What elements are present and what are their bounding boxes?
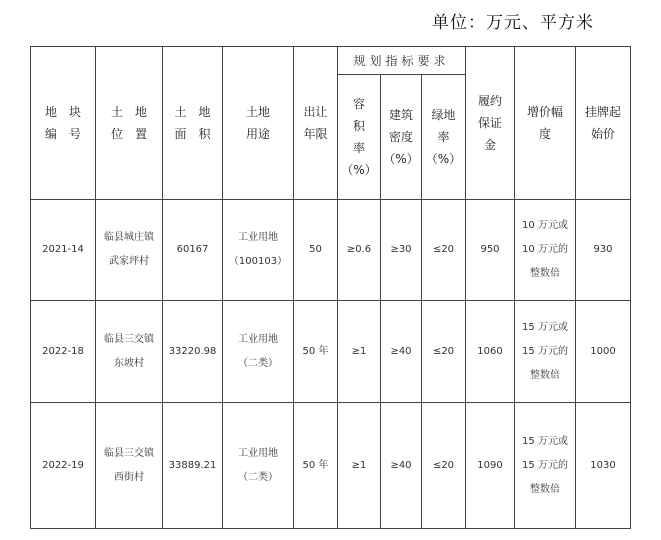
header-far: 容 积 率 （%）: [338, 75, 381, 200]
header-start-price: 挂牌起 始价: [576, 47, 631, 200]
cell-area: 33889.21: [163, 403, 223, 529]
cell-use: 工业用地 （二类）: [223, 301, 294, 403]
cell-green: ≤20: [422, 200, 466, 301]
cell-density: ≥30: [381, 200, 422, 301]
cell-term: 50 年: [294, 403, 338, 529]
cell-term: 50 年: [294, 301, 338, 403]
cell-increment: 10 万元或 10 万元的 整数倍: [515, 200, 576, 301]
cell-start-price: 1000: [576, 301, 631, 403]
table-row: [31, 403, 631, 529]
cell-location: 临县城庄镇 武家坪村: [96, 200, 163, 301]
header-green: 绿地 率 （%）: [422, 75, 466, 200]
cell-area: 33220.98: [163, 301, 223, 403]
cell-deposit: 1060: [466, 301, 515, 403]
cell-green: ≤20: [422, 301, 466, 403]
cell-location: 临县三交镇 东坡村: [96, 301, 163, 403]
header-location: 土 地 位 置: [96, 47, 163, 200]
header-planning: 规划指标要求: [338, 47, 466, 75]
cell-start-price: 930: [576, 200, 631, 301]
cell-deposit: 950: [466, 200, 515, 301]
cell-far: ≥0.6: [338, 200, 381, 301]
header-use: 土地 用途: [223, 47, 294, 200]
cell-plot-no: 2021-14: [31, 200, 96, 301]
header-plot-no: 地 块 编 号: [31, 47, 96, 200]
cell-far: ≥1: [338, 301, 381, 403]
table-row: [31, 200, 631, 301]
land-table: [30, 46, 631, 529]
cell-plot-no: 2022-19: [31, 403, 96, 529]
cell-area: 60167: [163, 200, 223, 301]
table-row: [31, 301, 631, 403]
cell-increment: 15 万元或 15 万元的 整数倍: [515, 301, 576, 403]
cell-deposit: 1090: [466, 403, 515, 529]
cell-increment: 15 万元或 15 万元的 整数倍: [515, 403, 576, 529]
cell-green: ≤20: [422, 403, 466, 529]
cell-density: ≥40: [381, 301, 422, 403]
cell-start-price: 1030: [576, 403, 631, 529]
cell-plot-no: 2022-18: [31, 301, 96, 403]
header-increment: 增价幅 度: [515, 47, 576, 200]
cell-use: 工业用地 （二类）: [223, 403, 294, 529]
header-term: 出让 年限: [294, 47, 338, 200]
cell-location: 临县三交镇 西街村: [96, 403, 163, 529]
header-density: 建筑 密度 （%）: [381, 75, 422, 200]
unit-label: 单位：万元、平方米: [432, 13, 594, 33]
cell-term: 50: [294, 200, 338, 301]
cell-density: ≥40: [381, 403, 422, 529]
cell-far: ≥1: [338, 403, 381, 529]
cell-use: 工业用地 （100103）: [223, 200, 294, 301]
header-area: 土 地 面 积: [163, 47, 223, 200]
header-deposit: 履约 保证 金: [466, 47, 515, 200]
